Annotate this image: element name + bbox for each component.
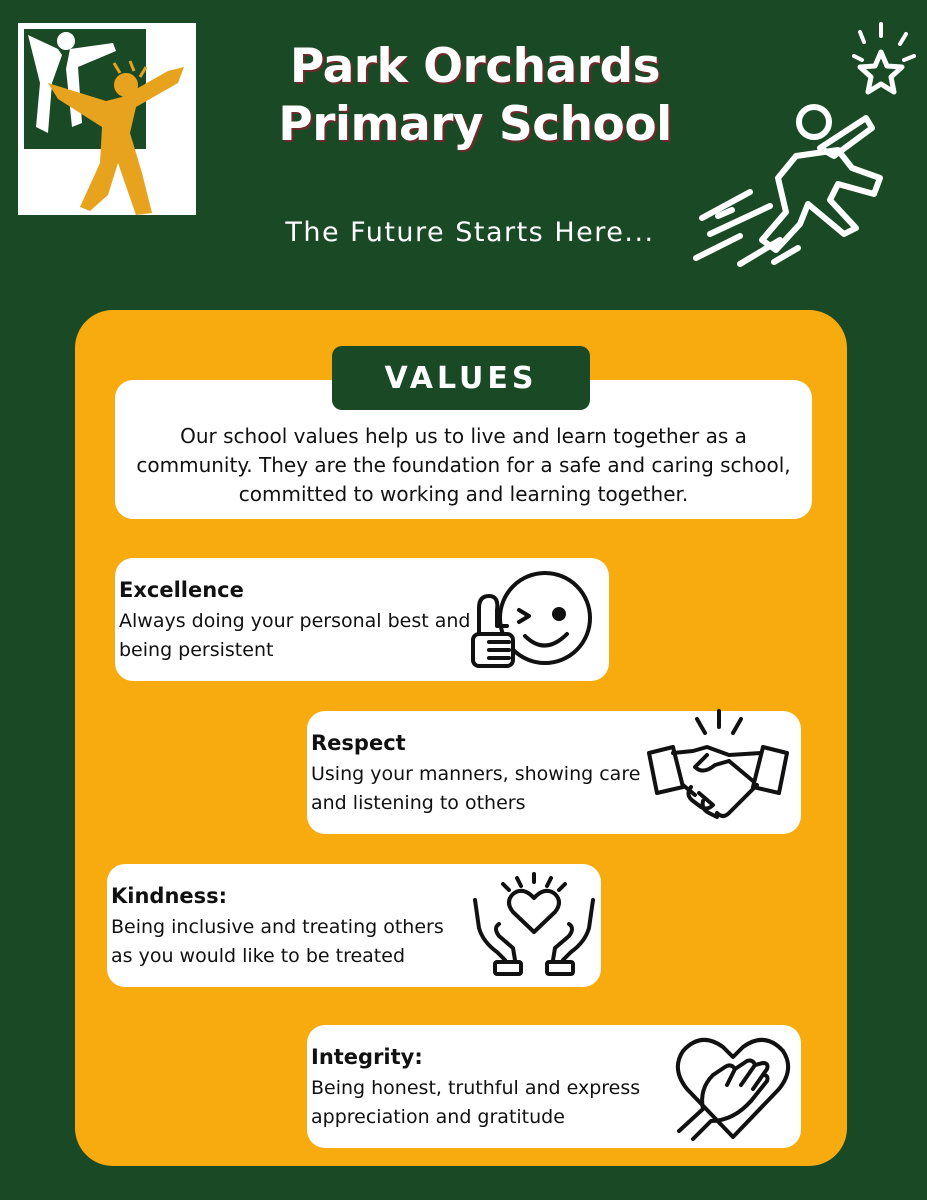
values-intro: Our school values help us to live and learn together as a community. They are the foundation for a safe and caring school, committed to working and learning together. <box>115 380 812 519</box>
tagline: The Future Starts Here... <box>285 217 655 248</box>
value-heading: Integrity: <box>311 1045 423 1069</box>
value-card-excellence <box>115 558 609 681</box>
value-card-integrity <box>307 1025 801 1148</box>
value-card-kindness <box>107 864 601 987</box>
school-logo <box>18 23 196 215</box>
value-description: Using your manners, showing care and listening to others <box>311 763 641 814</box>
value-heading: Respect <box>311 731 406 755</box>
value-description: Being inclusive and treating others as you would like to be treated <box>111 916 444 967</box>
value-description: Always doing your personal best and being persistent <box>119 610 471 661</box>
value-description: Being honest, truthful and express appreciation and gratitude <box>311 1077 641 1128</box>
value-heading: Kindness: <box>111 884 228 908</box>
thumbs-up-wink-icon <box>467 564 595 676</box>
page-title <box>230 38 720 154</box>
values-heading: VALUES <box>332 346 590 410</box>
value-card-respect <box>307 711 801 834</box>
title-line-2: Primary School <box>278 97 672 152</box>
hand-on-heart-icon <box>667 1029 797 1147</box>
running-star-icon <box>688 18 924 276</box>
value-heading: Excellence <box>119 578 244 602</box>
hands-heart-icon <box>469 870 599 982</box>
school-logo-icon <box>18 23 196 215</box>
handshake-icon <box>645 709 791 831</box>
title-line-1: Park Orchards <box>289 39 661 94</box>
